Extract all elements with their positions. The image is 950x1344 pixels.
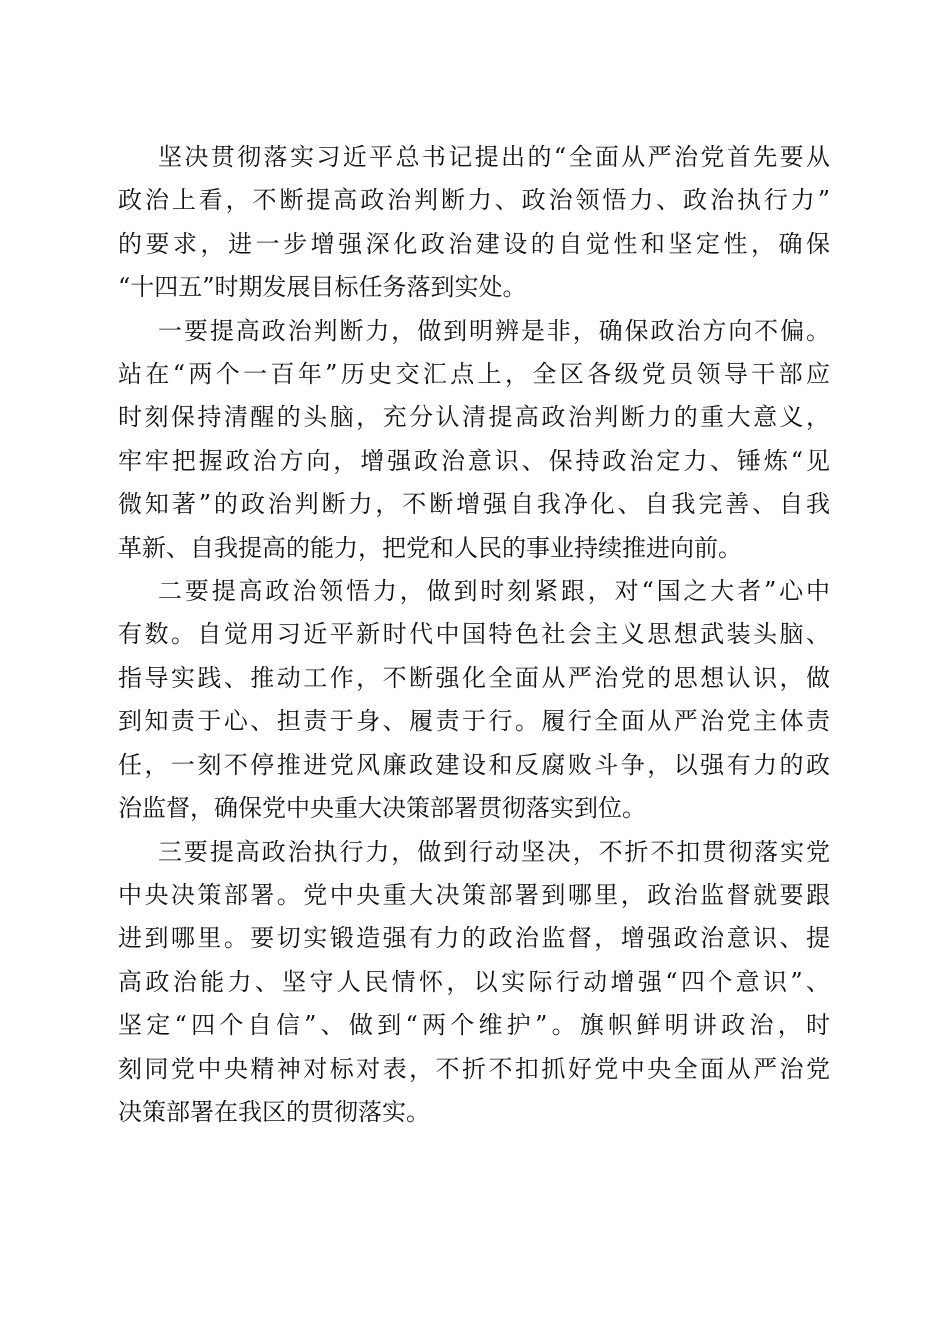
- text-line: 革新、自我提高的能力，把党和人民的事业持续推进向前。: [118, 533, 742, 562]
- text-line: 进到哪里。要切实锻造强有力的政治监督，增强政治意识、提: [118, 924, 830, 953]
- text-line: 到知责于心、担责于身、履责于行。履行全面从严治党主体责: [118, 707, 830, 736]
- text-line: 坚决贯彻落实习近平总书记提出的“全面从严治党首先要从: [158, 143, 830, 171]
- paragraph-intro: [118, 136, 830, 310]
- text-line: “十四五”时期发展目标任务落到实处。: [118, 273, 527, 302]
- paragraph-judgment: [118, 310, 830, 570]
- text-line: 站在“两个一百年”历史交汇点上，全区各级党员领导干部应: [118, 360, 830, 389]
- text-line: 刻同党中央精神对标对表，不折不扣抓好党中央全面从严治党: [118, 1054, 830, 1083]
- text-line: 时刻保持清醒的头脑，充分认清提高政治判断力的重大意义，: [118, 403, 830, 432]
- text-line: 指导实践、推动工作，不断强化全面从严治党的思想认识，做: [118, 663, 830, 692]
- text-line: 高政治能力、坚守人民情怀，以实际行动增强“四个意识”、: [118, 967, 830, 996]
- text-line: 三要提高政治执行力，做到行动坚决，不折不扣贯彻落实党: [158, 837, 830, 866]
- text-line: 中央决策部署。党中央重大决策部署到哪里，政治监督就要跟: [118, 880, 830, 909]
- text-line: 决策部署在我区的贯彻落实。: [118, 1097, 430, 1126]
- paragraph-comprehension: [118, 570, 830, 830]
- text-line: 政治上看，不断提高政治判断力、政治领悟力、政治执行力”: [118, 186, 830, 215]
- text-line: 的要求，进一步增强深化政治建设的自觉性和坚定性，确保: [118, 229, 830, 258]
- text-line: 一要提高政治判断力，做到明辨是非，确保政治方向不偏。: [158, 316, 830, 345]
- text-line: 任，一刻不停推进党风廉政建设和反腐败斗争，以强有力的政: [118, 750, 830, 779]
- paragraph-execution: [118, 831, 830, 1135]
- text-line: 治监督，确保党中央重大决策部署贯彻落实到位。: [118, 794, 646, 823]
- document-body: [118, 136, 830, 1134]
- text-line: 有数。自觉用习近平新时代中国特色社会主义思想武装头脑、: [118, 620, 830, 649]
- text-line: 坚定“四个自信”、做到“两个维护”。旗帜鲜明讲政治，时: [118, 1011, 830, 1040]
- text-line: 牢牢把握政治方向，增强政治意识、保持政治定力、锤炼“见: [118, 446, 830, 475]
- text-line: 微知著”的政治判断力，不断增强自我净化、自我完善、自我: [118, 490, 830, 519]
- text-line: 二要提高政治领悟力，做到时刻紧跟，对“国之大者”心中: [158, 577, 830, 606]
